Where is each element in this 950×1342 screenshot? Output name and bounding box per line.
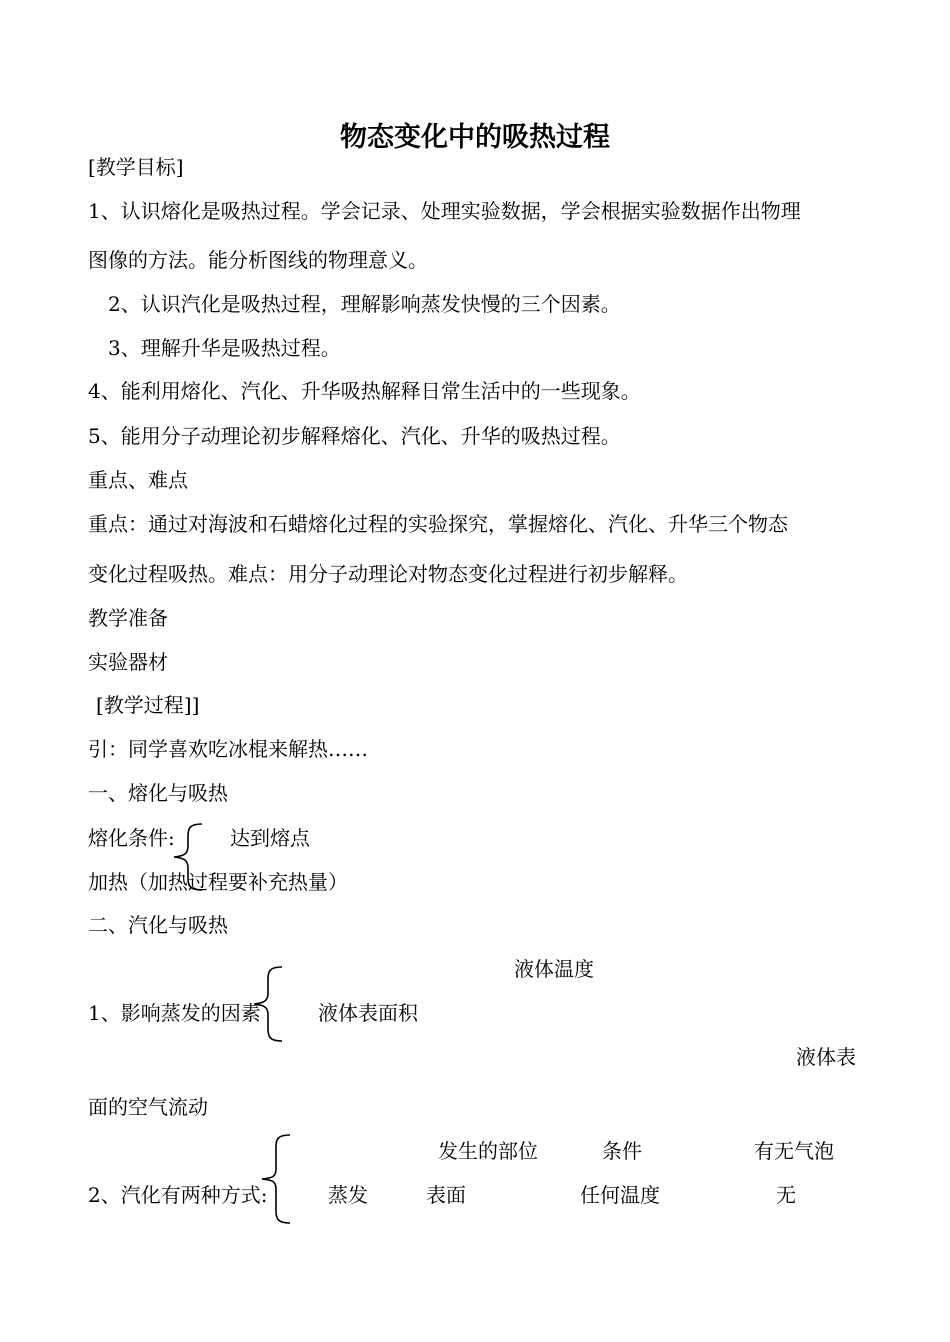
goal-1-line-1: 1、认识熔化是吸热过程。学会记录、处理实验数据，学会根据实验数据作出物理 xyxy=(88,199,801,223)
intro-line: 引：同学喜欢吃冰棍来解热…… xyxy=(88,737,368,761)
melting-condition-label: 熔化条件: xyxy=(88,826,175,850)
key-points-header: 重点、难点 xyxy=(88,468,188,492)
section-2-heading: 二、汽化与吸热 xyxy=(88,913,228,937)
evaporation-factors-label: 1、影响蒸发的因素 xyxy=(88,1001,261,1025)
factors-brace-icon xyxy=(248,965,288,1043)
page-title: 物态变化中的吸热过程 xyxy=(340,122,610,153)
goal-3: 3、理解升华是吸热过程。 xyxy=(108,336,341,360)
goal-2: 2、认识汽化是吸热过程，理解影响蒸发快慢的三个因素。 xyxy=(108,292,621,316)
teaching-process-header: [教学过程]] xyxy=(96,693,200,717)
factor-air-flow-part-2: 面的空气流动 xyxy=(88,1095,208,1119)
row-surface: 表面 xyxy=(426,1183,466,1207)
row-no-bubbles: 无 xyxy=(776,1183,796,1207)
section-1-heading: 一、熔化与吸热 xyxy=(88,781,228,805)
goal-1-line-2: 图像的方法。能分析图线的物理意义。 xyxy=(88,248,428,272)
key-points-line-2: 变化过程吸热。难点：用分子动理论对物态变化过程进行初步解释。 xyxy=(88,562,688,586)
melting-brace-icon xyxy=(168,822,208,892)
column-condition: 条件 xyxy=(602,1139,642,1163)
factor-liquid-temperature: 液体温度 xyxy=(514,957,594,981)
key-points-line-1: 重点：通过对海波和石蜡熔化过程的实验探究，掌握熔化、汽化、升华三个物态 xyxy=(88,512,788,536)
row-evaporation: 蒸发 xyxy=(328,1183,368,1207)
equipment: 实验器材 xyxy=(88,650,168,674)
column-location: 发生的部位 xyxy=(438,1139,538,1163)
teaching-goals-header: [教学目标] xyxy=(88,155,184,179)
melting-condition-1: 达到熔点 xyxy=(230,826,310,850)
goal-4: 4、能利用熔化、汽化、升华吸热解释日常生活中的一些现象。 xyxy=(88,379,641,403)
teaching-prep: 教学准备 xyxy=(88,606,168,630)
vaporization-ways-label: 2、汽化有两种方式: xyxy=(88,1183,268,1207)
factor-surface-area: 液体表面积 xyxy=(318,1001,418,1025)
factor-air-flow-part-1: 液体表 xyxy=(796,1045,856,1069)
goal-5: 5、能用分子动理论初步解释熔化、汽化、升华的吸热过程。 xyxy=(88,424,621,448)
melting-condition-2: 加热（加热过程要补充热量） xyxy=(88,870,348,894)
column-bubbles: 有无气泡 xyxy=(754,1139,834,1163)
vaporization-brace-icon xyxy=(256,1133,296,1225)
row-any-temperature: 任何温度 xyxy=(580,1183,660,1207)
